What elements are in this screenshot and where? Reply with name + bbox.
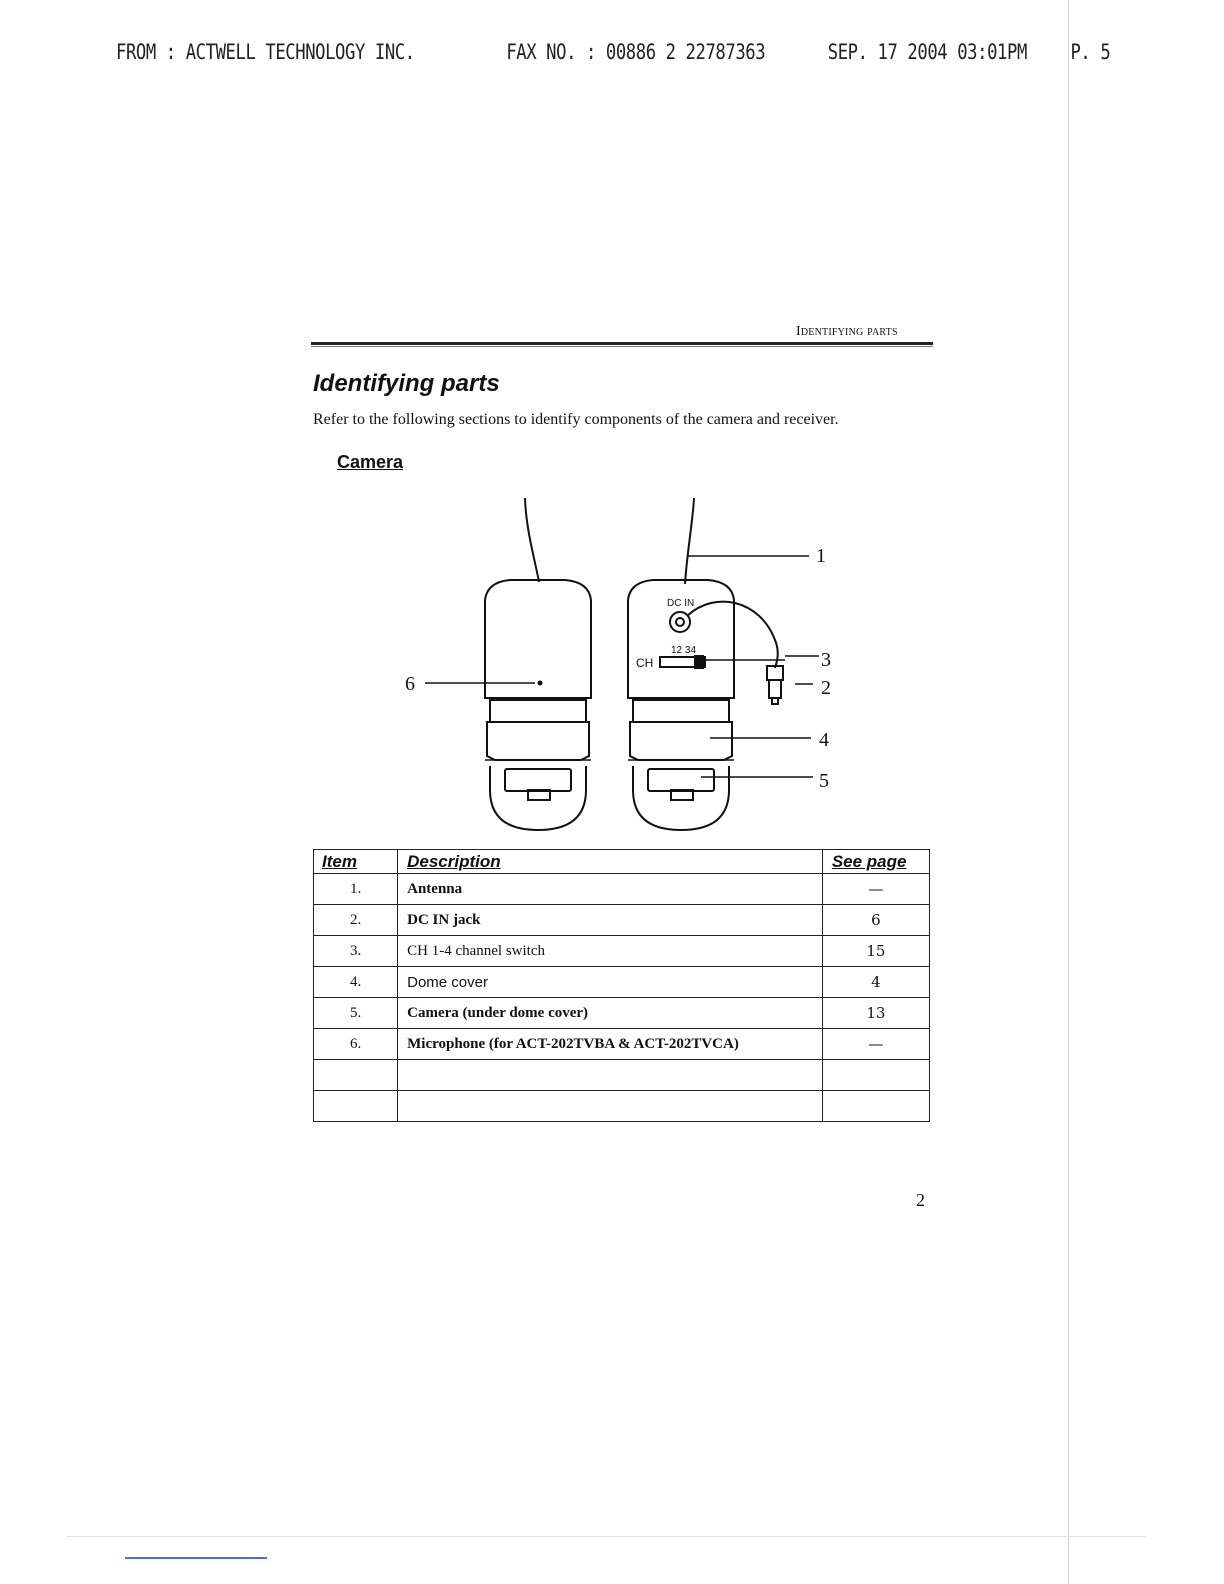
ch-label: CH bbox=[636, 656, 654, 670]
fax-page: P. 5 bbox=[1070, 40, 1111, 64]
callout-1: 1 bbox=[816, 545, 826, 567]
row-description: Dome cover bbox=[398, 967, 823, 998]
row-item: 2. bbox=[314, 905, 398, 936]
table-row-empty bbox=[314, 1091, 930, 1122]
scan-mark bbox=[125, 1557, 267, 1559]
table-row bbox=[314, 998, 930, 1029]
header-rule bbox=[311, 342, 933, 345]
page-title: Identifying parts bbox=[313, 370, 500, 397]
camera-diagram-svg bbox=[395, 490, 855, 840]
scan-edge-bottom bbox=[66, 1536, 1146, 1537]
fax-date: SEP. 17 2004 03:01PM bbox=[827, 40, 1027, 64]
callout-6: 6 bbox=[405, 673, 415, 695]
intro-text: Refer to the following sections to identify components of the camera and receiver. bbox=[313, 411, 839, 428]
row-description: Camera (under dome cover) bbox=[398, 998, 823, 1029]
table-row bbox=[314, 1029, 930, 1060]
row-page: 13 bbox=[822, 998, 929, 1029]
row-description: DC IN jack bbox=[398, 905, 823, 936]
header-description: Description bbox=[398, 850, 823, 874]
dc-in-label: DC IN bbox=[667, 598, 695, 609]
row-item: 5. bbox=[314, 998, 398, 1029]
left-housing bbox=[485, 580, 591, 698]
page-number: 2 bbox=[916, 1190, 925, 1210]
header-item: Item bbox=[314, 850, 398, 874]
table-row-empty bbox=[314, 1060, 930, 1091]
channel-numbers-label: 12 34 bbox=[671, 645, 697, 656]
fax-header bbox=[116, 40, 1111, 70]
table-header-row bbox=[314, 850, 930, 874]
camera-subheading: Camera bbox=[337, 452, 404, 472]
callout-2: 2 bbox=[821, 677, 831, 699]
fax-number: FAX NO. : 00886 2 22787363 bbox=[506, 40, 766, 64]
right-antenna bbox=[685, 498, 694, 584]
row-page: 15 bbox=[822, 936, 929, 967]
row-description: CH 1-4 channel switch bbox=[398, 936, 823, 967]
camera-diagram bbox=[395, 490, 855, 840]
row-description: Microphone (for ACT-202TVBA & ACT-202TVCA) bbox=[398, 1029, 823, 1060]
microphone-dot bbox=[538, 681, 543, 686]
scan-edge-right bbox=[1068, 0, 1069, 1584]
row-item: 4. bbox=[314, 967, 398, 998]
table-row bbox=[314, 905, 930, 936]
row-page: 6 bbox=[822, 905, 929, 936]
row-item: 1. bbox=[314, 874, 398, 905]
row-page: — bbox=[822, 874, 929, 905]
left-antenna bbox=[525, 498, 539, 582]
row-item: 3. bbox=[314, 936, 398, 967]
row-description: Antenna bbox=[398, 874, 823, 905]
table-row bbox=[314, 874, 930, 905]
callout-4: 4 bbox=[819, 729, 829, 751]
table-row bbox=[314, 967, 930, 998]
fax-from: FROM : ACTWELL TECHNOLOGY INC. bbox=[116, 40, 415, 64]
parts-table bbox=[313, 849, 930, 1122]
table-row bbox=[314, 936, 930, 967]
header-see-page: See page bbox=[822, 850, 929, 874]
callout-3: 3 bbox=[821, 649, 831, 671]
row-item: 6. bbox=[314, 1029, 398, 1060]
row-page: — bbox=[822, 1029, 929, 1060]
running-header: Identifying parts bbox=[796, 324, 898, 339]
header-rule-thin bbox=[311, 346, 933, 347]
row-page: 4 bbox=[822, 967, 929, 998]
callout-5: 5 bbox=[819, 770, 829, 792]
